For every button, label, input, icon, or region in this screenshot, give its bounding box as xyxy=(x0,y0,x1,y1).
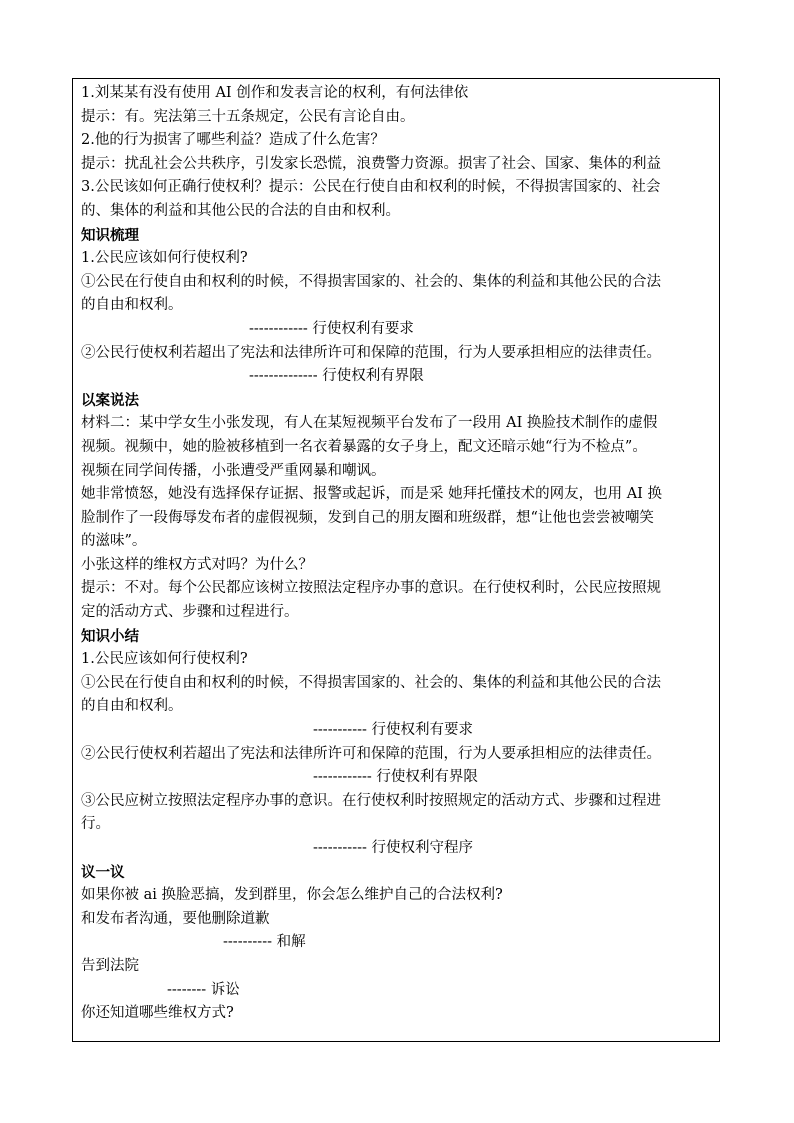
discussion-followup-question: 你还知道哪些维权方式? xyxy=(81,1005,234,1022)
discussion-option-1-label: ---------- 和解 xyxy=(223,934,306,951)
review-point-1-line-2: 的自由和权利。 xyxy=(81,297,183,314)
summary-point-1-label: ----------- 行使权利有要求 xyxy=(313,722,474,739)
discussion-option-2: 告到法院 xyxy=(81,957,139,974)
section-heading-knowledge-review: 知识梳理 xyxy=(81,226,139,244)
discussion-option-1: 和发布者沟通，要他删除道歉 xyxy=(81,910,270,927)
question-3-line-2: 的、集体的利益和其他公民的合法的自由和权利。 xyxy=(81,202,400,219)
summary-question: 1.公民应该如何行使权利? xyxy=(81,651,248,668)
case-question: 小张这样的维权方式对吗？为什么？ xyxy=(81,556,313,573)
case-material-line-4: 她非常愤怒，她没有选择保存证据、报警或起诉，而是采 她拜托懂技术的网友，也用 AI 换 xyxy=(81,486,663,503)
section-heading-knowledge-summary: 知识小结 xyxy=(81,627,139,645)
discussion-option-2-label: -------- 诉讼 xyxy=(167,981,240,998)
hint-1: 提示：有。宪法第三十五条规定，公民有言论自由。 xyxy=(81,108,415,125)
review-point-2: ②公民行使权利若超出了宪法和法律所许可和保障的范围，行为人要承担相应的法律责任。 xyxy=(81,344,661,361)
question-2: 2.他的行为损害了哪些利益？造成了什么危害？ xyxy=(81,132,385,149)
review-point-2-summary: -------------- 行使权利有界限 xyxy=(249,368,424,385)
summary-point-2: ②公民行使权利若超出了宪法和法律所许可和保障的范围，行为人要承担相应的法律责任。 xyxy=(81,745,661,762)
case-material-line-6: 的滋味”。 xyxy=(81,533,147,550)
case-material-line-5: 脸制作了一段侮辱发布者的虚假视频，发到自己的朋友圈和班级群，想“让他也尝尝被嘲笑 xyxy=(81,509,654,526)
question-3-line-1: 3.公民该如何正确行使权利？提示：公民在行使自由和权利的时候，不得损害国家的、社会 xyxy=(81,179,661,196)
case-material-line-3: 视频在同学间传播，小张遭受严重网暴和嘲讽。 xyxy=(81,462,386,479)
case-hint-line-1: 提示：不对。每个公民都应该树立按照法定程序办事的意识。在行使权利时，公民应按照规 xyxy=(81,580,661,597)
section-heading-discussion: 议一议 xyxy=(81,863,125,881)
summary-point-2-label: ------------ 行使权利有界限 xyxy=(313,769,478,786)
case-hint-line-2: 定的活动方式、步骤和过程进行。 xyxy=(81,604,299,621)
discussion-question: 如果你被 ai 换脸恶搞，发到群里，你会怎么维护自己的合法权利? xyxy=(81,887,503,904)
case-material-line-2: 视频。视频中，她的脸被移植到一名衣着暴露的女子身上，配文还暗示她“行为不检点”。 xyxy=(81,438,647,455)
review-point-1-line-1: ①公民在行使自由和权利的时候，不得损害国家的、社会的、集体的利益和其他公民的合法 xyxy=(81,273,661,290)
summary-point-3-label: ----------- 行使权利守程序 xyxy=(313,840,474,856)
summary-point-1-line-1: ①公民在行使自由和权利的时候，不得损害国家的、社会的、集体的利益和其他公民的合法 xyxy=(81,674,661,691)
summary-point-3-line-1: ③公民应树立按照法定程序办事的意识。在行使权利时按照规定的活动方式、步骤和过程进 xyxy=(81,792,661,809)
case-material-line-1: 材料二：某中学女生小张发现，有人在某短视频平台发布了一段用 AI 换脸技术制作的虚假 xyxy=(81,415,658,432)
summary-point-3-line-2: 行。 xyxy=(81,816,110,833)
review-question: 1.公民应该如何行使权利? xyxy=(81,250,248,267)
section-heading-case-study: 以案说法 xyxy=(81,391,139,409)
summary-point-1-line-2: 的自由和权利。 xyxy=(81,698,183,715)
review-point-1-summary: ------------ 行使权利有要求 xyxy=(249,320,414,337)
hint-2: 提示：扰乱社会公共秩序，引发家长恐慌，浪费警力资源。损害了社会、国家、集体的利益 xyxy=(81,155,661,172)
question-1: 1.刘某某有没有使用 AI 创作和发表言论的权利，有何法律依 xyxy=(81,85,469,101)
content-table-cell xyxy=(72,78,720,1042)
